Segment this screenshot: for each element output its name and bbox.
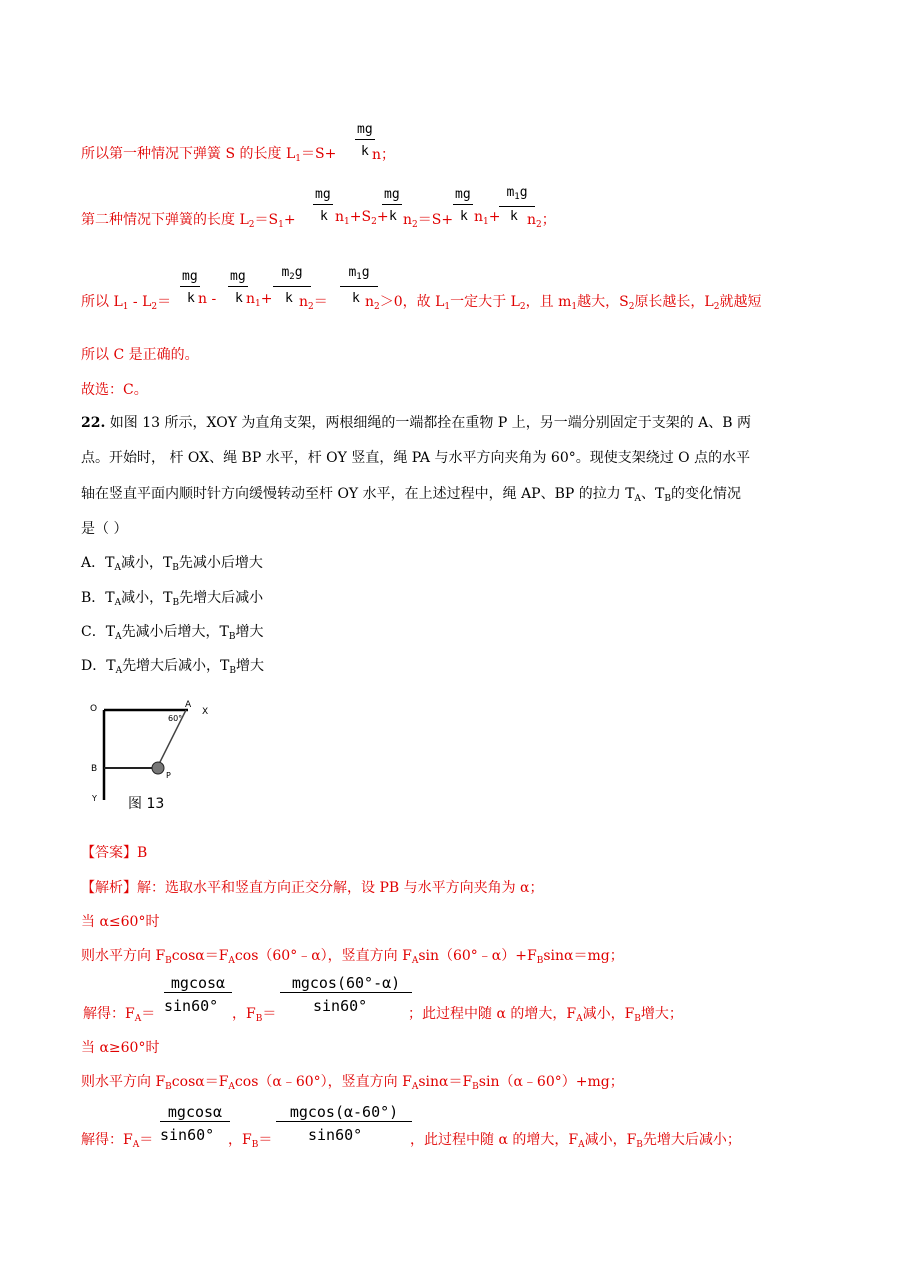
solution-1-part: ；此过程中随 α 的增大，$F_A$减小，$F_B$增大； xyxy=(408,1006,683,1024)
analysis-intro: 【解析】解：选取水平和竖直方向正交分解，设 PB 与水平方向夹角为 α； xyxy=(81,880,544,896)
fraction-denominator: sin60° xyxy=(160,1126,215,1144)
option-b[interactable]: B．$T_A$减小，$T_B$先增大后减小 xyxy=(81,590,264,608)
case-2-label: 当 α≥60°时 xyxy=(81,1040,160,1056)
solution-line-2: 第二种情况下弹簧的长度 $L_2=S_1+$ xyxy=(81,212,296,230)
solution-line-1-tail xyxy=(372,144,395,164)
equation-1: 则水平方向 $F_B\cos\alpha=F_A\cos(60^\circ﹣\alpha)$，竖直方向 $F_A\sin(60^\circ﹣\alpha)+F_B\sin\alpha=mg$； xyxy=(81,948,624,966)
fraction-numerator: mg xyxy=(180,268,200,287)
fraction-numerator: mgcos(α-60°) xyxy=(276,1103,412,1122)
fraction-denominator: k xyxy=(285,291,293,306)
label-y: Y xyxy=(92,794,97,803)
solution-2: 解得：$F_A=$ xyxy=(81,1132,154,1150)
question-stem-line: 点。开始时， 杆 OX、绳 BP 水平，杆 OY 竖直，绳 PA 与水平方向夹角为 60°。现使支架绕过 O 点的水平 xyxy=(81,450,751,466)
fraction-denominator: k xyxy=(352,291,360,306)
conclusion: 所以 C 是正确的。 xyxy=(81,347,199,363)
solution-1: 解得：$F_A=$ xyxy=(83,1006,156,1024)
fraction-denominator: k xyxy=(320,209,328,224)
question-number: 22. xyxy=(81,415,106,431)
solution-line-3-part: $n_2=$ xyxy=(299,294,328,312)
fraction-numerator: $m_1g$ xyxy=(499,184,535,207)
label-b: B xyxy=(91,764,98,774)
question-stem-line: 22. 如图 13 所示，XOY 为直角支架，两根细绳的一端都拴在重物 P 上，另一端分别固定于支架的 A、B 两 xyxy=(81,415,752,431)
fraction-numerator: mg xyxy=(355,121,375,140)
text: ； xyxy=(381,147,396,163)
solution-line-3-part: $n_2>0$，故 $L_1$一定大于 $L_2$，且 $m_1$越大，$S_2$原长越长，$L_2$就越短 xyxy=(365,294,762,312)
fraction-denominator: k xyxy=(510,209,518,224)
label-x: X xyxy=(202,707,209,717)
solution-line-1 xyxy=(81,144,336,169)
solution-line-2-part: $n_2$； xyxy=(527,212,556,230)
fraction-numerator: mg xyxy=(453,186,473,205)
case-1-label: 当 α≤60°时 xyxy=(81,914,160,930)
weight-p xyxy=(152,762,164,774)
figure-caption: 图 13 xyxy=(128,796,165,812)
solution-line-3-part: n - xyxy=(198,291,217,307)
label-p: P xyxy=(166,771,171,780)
solution-line-3-part: $n_1+$ xyxy=(246,291,273,309)
fraction-numerator: $m_1g$ xyxy=(340,264,378,287)
label-o: O xyxy=(90,704,98,714)
fraction-numerator: mgcosα xyxy=(164,974,232,993)
solution-2-part: ，$F_B=$ xyxy=(228,1132,273,1150)
label-a: A xyxy=(185,700,192,710)
equation-2: 则水平方向 $F_B\cos\alpha=F_A\cos(\alpha﹣60^\circ)$，竖直方向 $F_A\sin\alpha=F_B\sin(\alpha﹣60^\circ)+mg$； xyxy=(81,1074,624,1092)
analysis-head: 【解析】 xyxy=(81,880,137,896)
text: ＝S+ xyxy=(300,146,337,162)
fraction-numerator: mg xyxy=(382,186,402,205)
option-c[interactable]: C．$T_A$先减小后增大，$T_B$增大 xyxy=(81,624,264,642)
fraction-denominator: k xyxy=(187,291,195,306)
text: 所以第一种情况下弹簧 S 的长度 L xyxy=(81,146,296,162)
fraction-denominator: k xyxy=(460,209,468,224)
fraction-denominator: k xyxy=(389,209,397,224)
fraction-numerator: mg xyxy=(228,268,248,287)
fraction-denominator: sin60° xyxy=(164,997,219,1015)
choice: 故选：C。 xyxy=(81,382,148,398)
option-d[interactable]: D．$T_A$先增大后减小，$T_B$增大 xyxy=(81,658,265,676)
solution-2-part: ，此过程中随 α 的增大，$F_A$减小，$F_B$先增大后减小； xyxy=(410,1132,741,1150)
label-angle: 60° xyxy=(168,714,183,723)
question-stem-line: 轴在竖直平面内顺时针方向缓慢转动至杆 OY 水平，在上述过程中，绳 AP、BP 的拉力 $T_A$、$T_B$的变化情况 xyxy=(81,486,742,504)
solution-line-3: 所以 $L_1 - L_2=$ xyxy=(81,294,172,312)
fraction-denominator: sin60° xyxy=(313,997,368,1015)
solution-1-part: ，$F_B=$ xyxy=(232,1006,277,1024)
solution-line-2-part: $n_1+$ xyxy=(474,209,501,227)
question-stem-line: 是（ ） xyxy=(81,521,128,537)
solution-line-2-part: $n_2=S+$ xyxy=(403,212,454,230)
solution-line-2-part: $n_1+S_2+$ xyxy=(335,209,389,227)
fraction-numerator: mgcos(60°-α) xyxy=(280,974,412,993)
fraction-numerator: mg xyxy=(313,186,333,205)
subscript: 1 xyxy=(295,154,301,164)
text: n xyxy=(372,147,382,163)
fraction-denominator: sin60° xyxy=(308,1126,363,1144)
fraction-numerator: mgcosα xyxy=(160,1103,230,1122)
figure-13-diagram xyxy=(88,698,228,818)
fraction-numerator: $m_2g$ xyxy=(273,264,311,287)
option-a[interactable]: A．$T_A$减小，$T_B$先减小后增大 xyxy=(81,555,263,573)
fraction-denominator: k xyxy=(361,144,369,159)
answer: 【答案】B xyxy=(81,845,148,861)
fraction-denominator: k xyxy=(235,291,243,306)
